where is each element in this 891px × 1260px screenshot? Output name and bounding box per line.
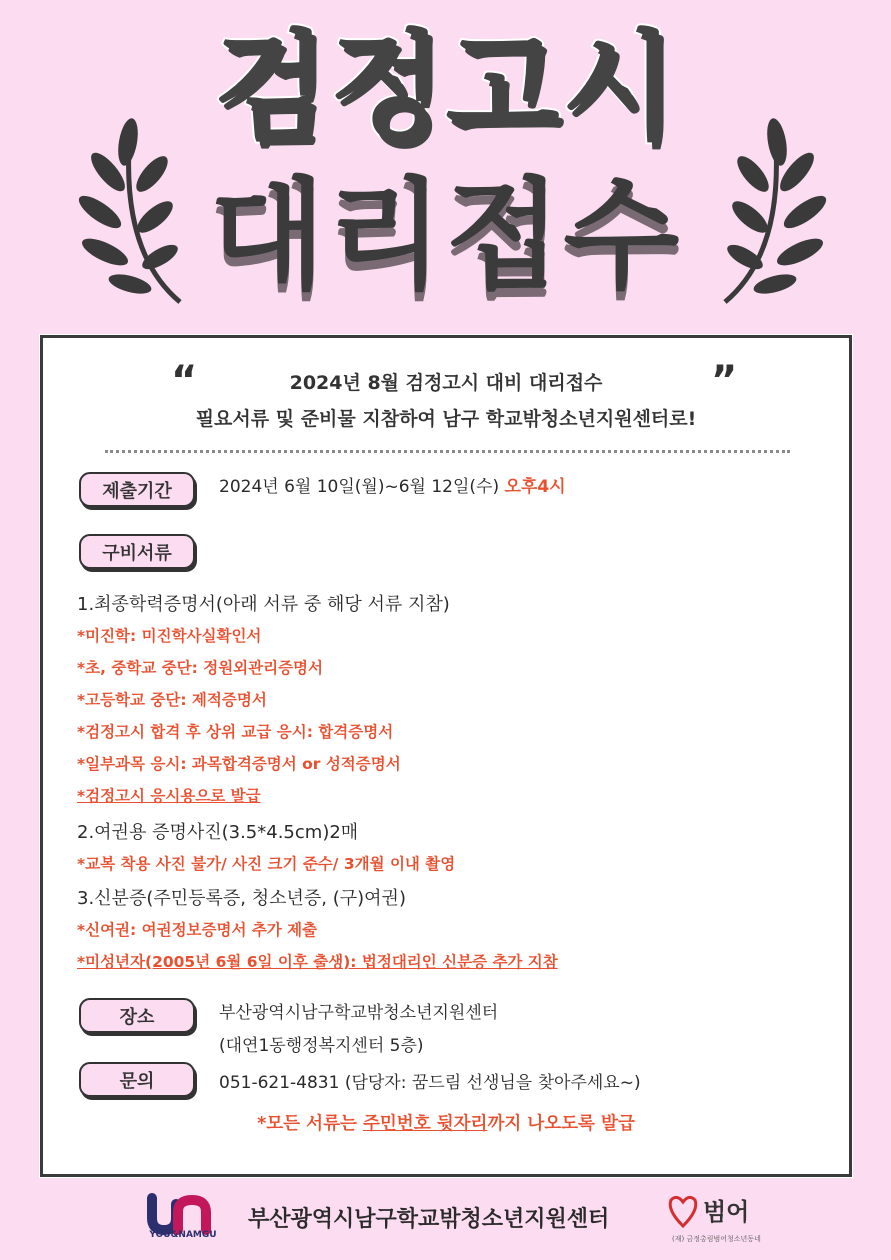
footnote-suffix: 까지 나오도록 발급 xyxy=(487,1114,635,1134)
required-document-line: *미진학: 미진학사실확인서 xyxy=(77,627,262,645)
contact-value: 051-621-4831 (담당자: 꿈드림 선생님을 찾아주세요~) xyxy=(219,1073,641,1093)
footnote-prefix: *모든 서류는 xyxy=(257,1114,363,1134)
submission-period-label: 제출기간 xyxy=(79,472,195,507)
contact-label: 문의 xyxy=(79,1062,195,1097)
footnote-underlined: 주민번호 뒷자리 xyxy=(363,1114,488,1134)
laurel-right-icon xyxy=(705,112,845,312)
required-document-line: 2.여권용 증명사진(3.5*4.5cm)2매 xyxy=(77,822,359,843)
required-document-line: *고등학교 중단: 제적증명서 xyxy=(77,691,267,709)
required-document-line: *일부과목 응시: 과목합격증명서 or 성적증명서 xyxy=(77,755,401,773)
submission-period-dates: 2024년 6월 10일(월)~6월 12일(수) xyxy=(219,477,505,497)
required-document-line: *신여권: 여권정보증명서 추가 제출 xyxy=(77,921,318,939)
required-document-line: 3.신분증(주민등록증, 청소년증, (구)여권) xyxy=(77,888,406,909)
location-line2: (대연1동행정복지센터 5층) xyxy=(219,1036,424,1056)
page-title-line1: 검정고시 xyxy=(213,18,678,156)
submission-period-value xyxy=(219,472,566,497)
submission-deadline: 오후4시 xyxy=(504,477,566,497)
required-document-line: 1.최종학력증명서(아래 서류 중 해당 서류 지참) xyxy=(77,594,450,615)
required-document-line: *미성년자(2005년 6월 6일 이후 출생): 법정대리인 신분증 추가 지참 xyxy=(77,953,558,971)
laurel-left-icon xyxy=(60,112,200,312)
required-documents-label: 구비서류 xyxy=(79,534,195,569)
required-document-line: *교복 착용 사진 불가/ 사진 크기 준수/ 3개월 이내 촬영 xyxy=(77,855,456,873)
footer-org-name: 부산광역시남구학교밖청소년지원센터 xyxy=(248,1207,610,1232)
dotted-divider xyxy=(105,450,790,453)
beomeo-logo-word: 범어 xyxy=(703,1197,750,1226)
page-title-line2: 대리접수 xyxy=(209,167,682,306)
footnote xyxy=(43,1110,849,1135)
required-document-line: *검정고시 합격 후 상위 교급 응시: 합격증명서 xyxy=(77,723,394,741)
intro-line1: 2024년 8월 검정고시 대비 대리접수 xyxy=(289,372,603,394)
location-line1: 부산광역시남구학교밖청소년지원센터 xyxy=(219,1003,499,1023)
location-label: 장소 xyxy=(79,998,195,1033)
info-panel xyxy=(40,335,852,1177)
required-document-line: *초, 중학교 중단: 정원외관리증명서 xyxy=(77,659,324,677)
required-document-line: *검정고시 응시용으로 발급 xyxy=(77,787,261,805)
beomeo-logo-caption: (재) 금정총림범어청소년동네 xyxy=(672,1235,761,1243)
quote-close-icon: ” xyxy=(711,358,738,404)
intro-line2: 필요서류 및 준비물 지참하여 남구 학교밖청소년지원센터로! xyxy=(195,408,697,430)
beomeo-logo xyxy=(665,1192,785,1232)
quote-open-icon: “ xyxy=(171,358,198,404)
you-namgu-logo-text: YOU&NAMGU xyxy=(149,1230,217,1240)
